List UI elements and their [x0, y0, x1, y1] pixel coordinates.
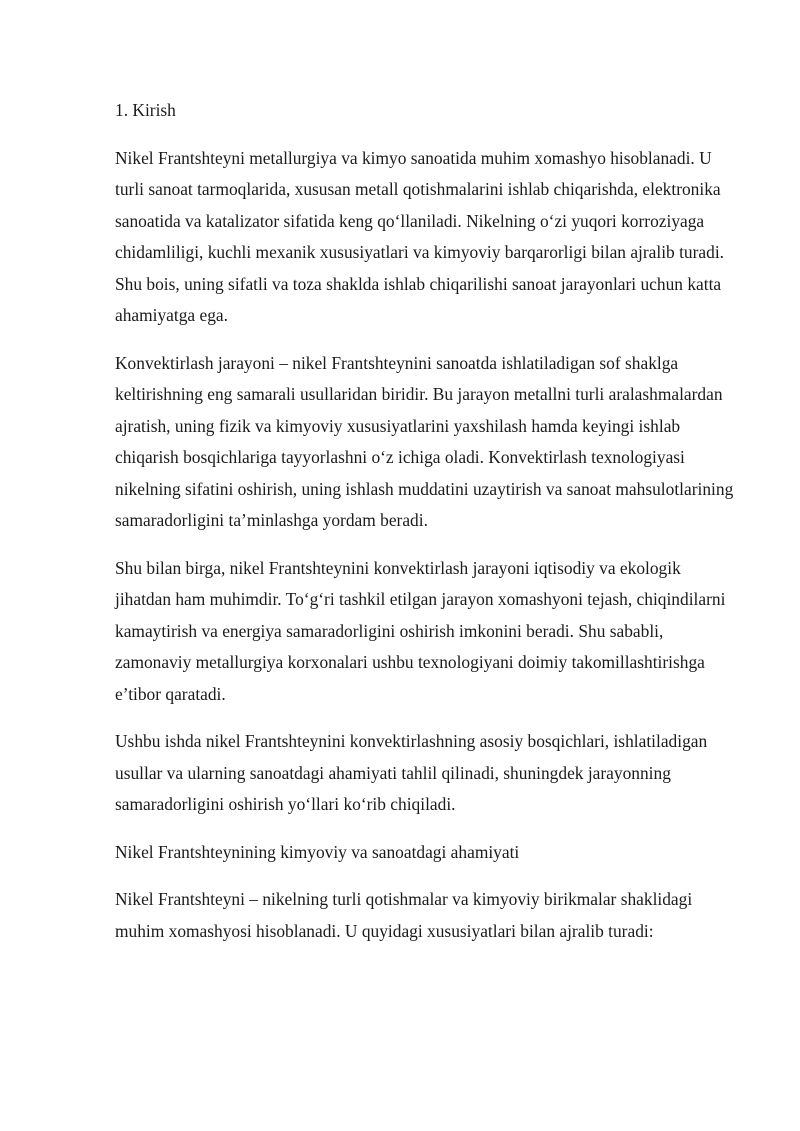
paragraph-work-scope: Ushbu ishda nikel Frantshteynini konvektirlashning asosiy bosqichlari, ishlatiladigan usullar va ularning sanoatdagi ahamiyati tahlil qilinadi, shuningdek jarayonning samaradorligini oshirish yo‘llari ko‘rib chiqiladi.: [115, 731, 708, 814]
subsection-heading: Nikel Frantshteynining kimyoviy va sanoatdagi ahamiyati: [115, 841, 520, 862]
paragraph-conversion-process: Konvektirlash jarayoni – nikel Frantshteynini sanoatda ishlatiladigan sof shaklga keltirishning eng samarali usullaridan biridir. Bu jarayon metallni turli aralashmalardan ajratish, uning fizik va kimyoviy xususiyatlarini yaxshilash hamda keyingi ishlab chiqarish bosqichlariga tayyorlashni o‘z ichiga oladi. Konvektirlash texnologiyasi nikelning sifatini oshirish, uning ishlash muddatini uzaytirish va sanoat mahsulotlarining samaradorligini ta’minlashga yordam beradi.: [115, 352, 734, 530]
paragraph-intro: Nikel Frantshteyni metallurgiya va kimyo sanoatida muhim xomashyo hisoblanadi. U turli sanoat tarmoqlarida, xususan metall qotishmalarini ishlab chiqarishda, elektronika sanoatida va katalizator sifatida keng qo‘llaniladi. Nikelning o‘zi yuqori korroziyaga chidamliligi, kuchli mexanik xususiyatlari va kimyoviy barqarorligi bilan ajralib turadi. Shu bois, uning sifatli va toza shaklda ishlab chiqarilishi sanoat jarayonlari uchun katta ahamiyatga ega.: [115, 147, 725, 325]
section-heading: 1. Kirish: [115, 100, 176, 120]
paragraph-economic-importance: Shu bilan birga, nikel Frantshteynini konvektirlash jarayoni iqtisodiy va ekologik jihatdan ham muhimdir. To‘g‘ri tashkil etilgan jarayon xomashyoni tejash, chiqindilarni kamaytirish va energiya samaradorligini oshirish imkonini beradi. Shu sababli, zamonaviy metallurgiya korxonalari ushbu texnologiyani doimiy takomillashtirishga e’tibor qaratadi.: [115, 557, 726, 704]
document-body: [115, 95, 735, 963]
paragraph-properties-intro: Nikel Frantshteyni – nikelning turli qotishmalar va kimyoviy birikmalar shaklidagi muhim xomashyosi hisoblanadi. U quyidagi xususiyatlari bilan ajralib turadi:: [115, 889, 693, 941]
